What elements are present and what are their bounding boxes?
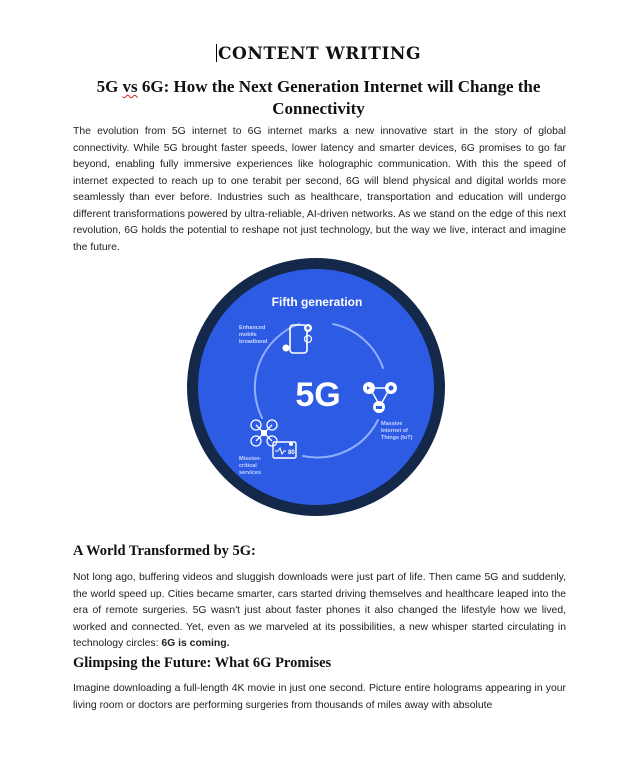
text-cursor	[216, 44, 217, 62]
gauge-readout: 80	[288, 450, 295, 456]
headline-part2: 6G: How the Next Generation Internet will Change the Connectivity	[137, 77, 541, 118]
section1-heading: A World Transformed by 5G:	[73, 543, 256, 559]
intro-paragraph: The evolution from 5G internet to 6G internet marks a new innovative start in the story of global connectivity. While 5G brought faster speeds, lower latency and smarter devices, 6G promises to go far beyond, enabling fully immersive experiences like holographic communication. With this the speed of internet expected to reach up to one terabit per second, 6G will blend physical and digital worlds more seamlessly than ever before. Industries such as healthcare, transportation and education will undergo different transformations powered by ultra-reliable, AI-driven networks. As we stand on the edge of this next revolution, 6G holds the potential to reshape not just technology, but the way we live, interact and imagine the future.	[73, 126, 566, 253]
center-5g-label: 5G	[295, 376, 341, 414]
label-mission-3: services	[239, 470, 262, 476]
5g-infographic	[187, 258, 445, 516]
label-mission-1: Mission-	[239, 456, 262, 462]
document-title-text: CONTENT WRITING	[218, 44, 421, 64]
document-title	[0, 44, 637, 64]
label-iot-1: Massive	[381, 421, 403, 427]
5g-infographic-svg	[187, 258, 445, 516]
headline-misspelled-word: vs	[122, 77, 138, 96]
section2-paragraph: Imagine downloading a full-length 4K movie in just one second. Picture entire holograms appearing in your living room or doctors are performing surgeries from thousands of miles away with absolute	[73, 683, 566, 711]
article-headline	[60, 76, 577, 120]
label-iot-2: Internet of	[381, 428, 408, 434]
label-broadband-1: Enhanced	[239, 325, 266, 331]
section1-paragraph	[73, 570, 566, 653]
figure-title: Fifth generation	[271, 295, 363, 309]
section1-text: Not long ago, buffering videos and sluggish downloads were just part of life. Then came 5G and suddenly, the world speed up. Cities became smarter, cars started driving themselves and healthcare leaped into the era of remote surgeries. 5G wasn't just about faster phones it also changed the lifestyle how we lived, worked and connected. Yet, even as we marveled at its possibilities, a new whisper started circulating in technology circles:	[73, 572, 566, 649]
label-mission-2: critical	[239, 463, 257, 469]
section2-heading: Glimpsing the Future: What 6G Promises	[73, 655, 332, 671]
label-iot-3: Things (IoT)	[381, 435, 413, 441]
section1-bold-text: 6G is coming.	[161, 638, 230, 649]
label-broadband-3: broadband	[239, 339, 268, 345]
headline-part1: 5G	[96, 77, 123, 96]
label-broadband-2: mobile	[239, 332, 257, 338]
